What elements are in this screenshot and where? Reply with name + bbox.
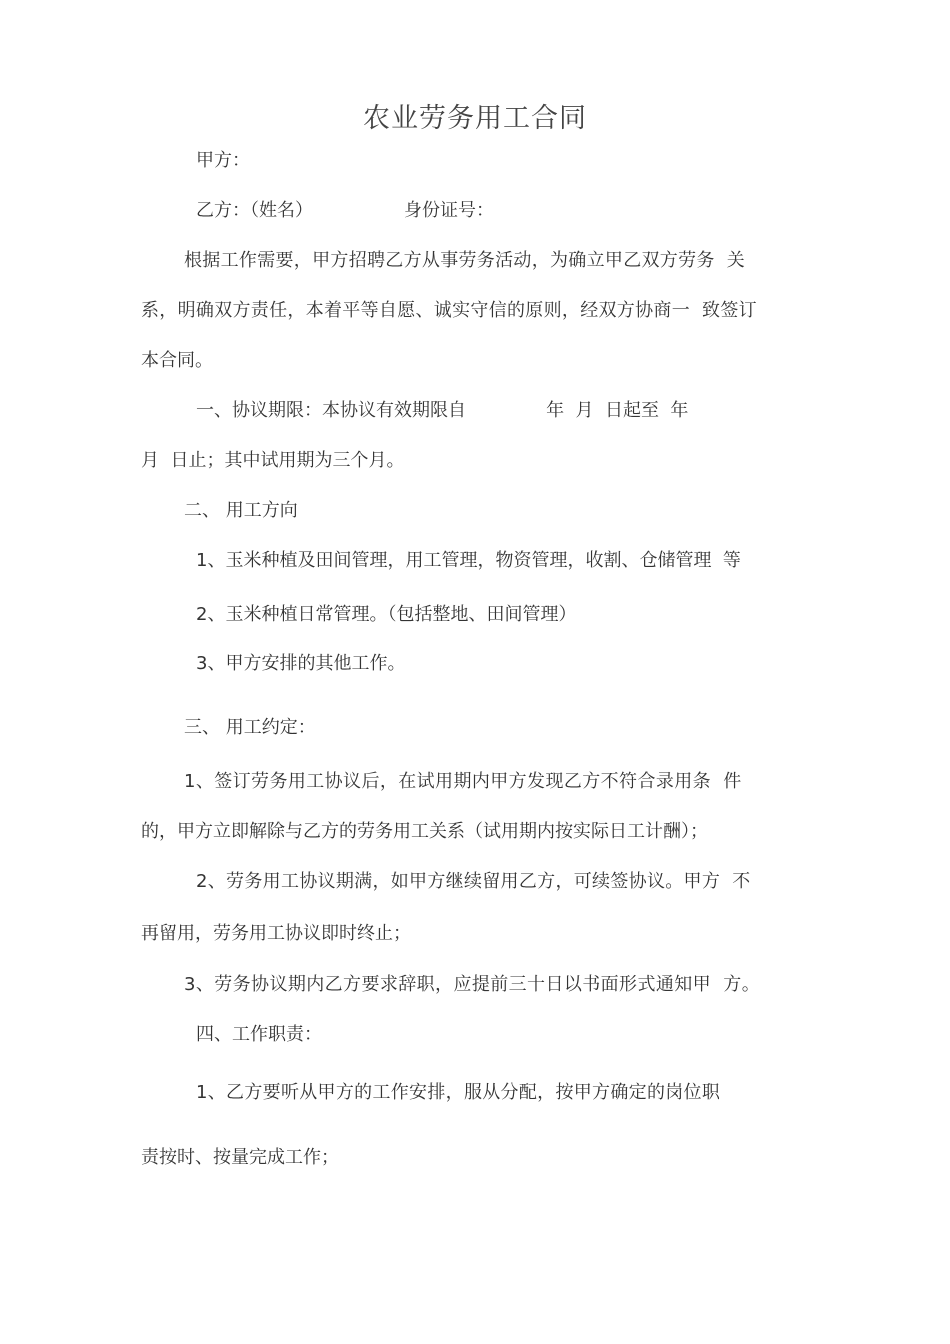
section3-item1-line-1: 1、签订劳务用工协议后，在试用期内甲方发现乙方不符合录用条 件 bbox=[184, 771, 742, 792]
section2-item-2: 2、玉米种植日常管理。（包括整地、田间管理） bbox=[196, 604, 577, 625]
section1-line-1: 一、协议期限：本协议有效期限自 年 月 日起至 年 bbox=[196, 400, 689, 421]
section4-item1-line-1: 1、乙方要听从甲方的工作安排，服从分配，按甲方确定的岗位职 bbox=[196, 1082, 721, 1103]
section1-line-2: 月 日止；其中试用期为三个月。 bbox=[141, 450, 405, 471]
section3-heading: 三、 用工约定： bbox=[184, 717, 316, 738]
section3-item-3: 3、劳务协议期内乙方要求辞职，应提前三十日以书面形式通知甲 方。 bbox=[184, 974, 761, 995]
section3-item1-line-2: 的，甲方立即解除与乙方的劳务用工关系（试用期内按实际日工计酬）； bbox=[141, 821, 708, 842]
section4-item1-line-2: 责按时、按量完成工作； bbox=[141, 1147, 339, 1168]
section4-heading: 四、工作职责： bbox=[196, 1024, 322, 1045]
preamble-line-1: 根据工作需要，甲方招聘乙方从事劳务活动，为确立甲乙双方劳务 关 bbox=[184, 250, 746, 271]
party-a-label: 甲方： bbox=[196, 150, 250, 171]
section2-item-3: 3、甲方安排的其他工作。 bbox=[196, 653, 406, 674]
section3-item2-line-1: 2、劳务用工协议期满，如甲方继续留用乙方，可续签协议。甲方 不 bbox=[196, 871, 751, 892]
document-title: 农业劳务用工合同 bbox=[363, 103, 587, 134]
section2-item-1: 1、玉米种植及田间管理，用工管理，物资管理，收割、仓储管理 等 bbox=[196, 550, 741, 571]
preamble-line-3: 本合同。 bbox=[141, 350, 213, 371]
section2-heading: 二、 用工方向 bbox=[184, 500, 298, 521]
party-b-label: 乙方：（姓名） bbox=[196, 200, 313, 221]
section3-item2-line-2: 再留用，劳务用工协议即时终止； bbox=[141, 923, 411, 944]
preamble-line-2: 系，明确双方责任，本着平等自愿、诚实守信的原则，经双方协商一 致签订 bbox=[141, 300, 757, 321]
party-b-id-label: 身份证号： bbox=[404, 200, 494, 221]
